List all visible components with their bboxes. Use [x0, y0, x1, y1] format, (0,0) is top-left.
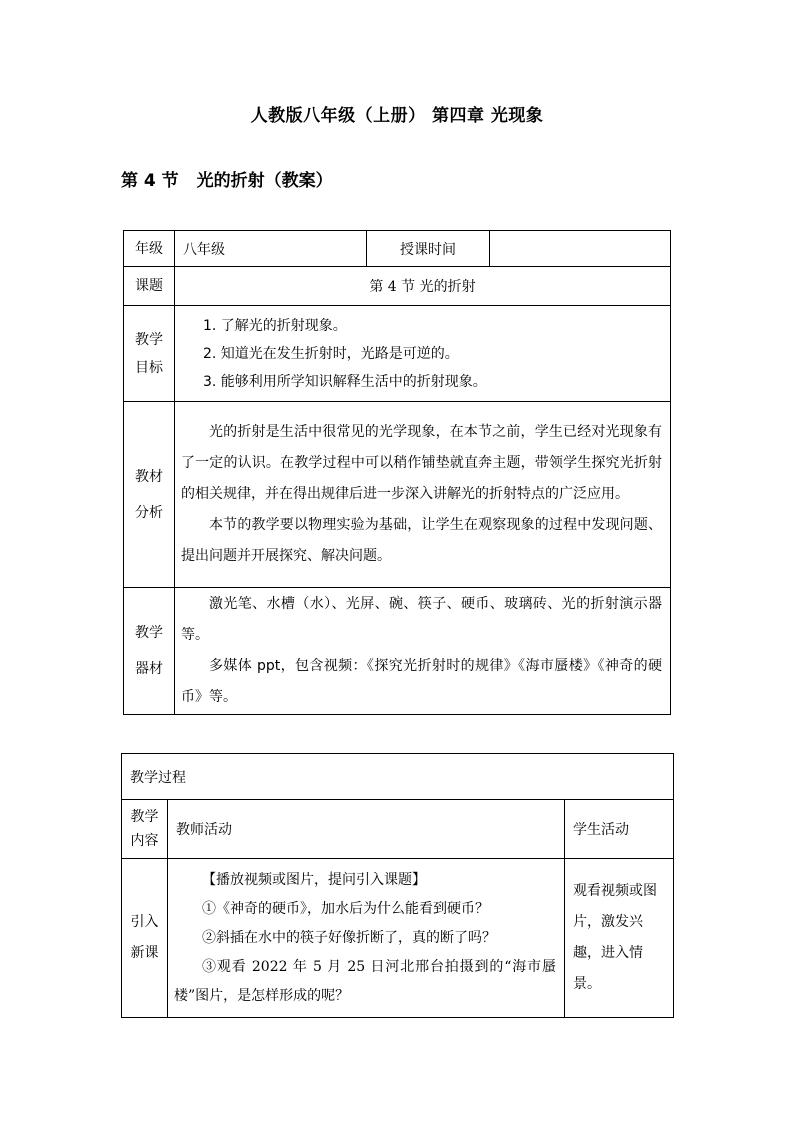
teacher-activity-line: ②斜插在水中的筷子好像折断了，真的断了吗？ — [202, 929, 496, 946]
content-header-line2: 内容 — [130, 833, 159, 849]
teacher-activity-line: 【播放视频或图片，提问引入课题】 — [202, 871, 426, 888]
equipment-content — [175, 588, 671, 715]
teacher-column-header: 教师活动 — [168, 800, 565, 859]
goal-item: 3. 能够利用所学知识解释生活中的折射现象。 — [203, 373, 487, 390]
goals-row — [124, 306, 671, 402]
analysis-content — [175, 402, 671, 588]
goal-item: 2. 知道光在发生折射时，光路是可逆的。 — [203, 345, 459, 362]
page-title: 人教版八年级（上册） 第四章 光现象 — [250, 106, 544, 126]
analysis-label — [124, 402, 175, 588]
equipment-paragraph: 激光笔、水槽（水）、光屏、碗、筷子、硬币、玻璃砖、光的折射演示器等。 — [181, 596, 662, 643]
goals-label-line1: 教学 — [135, 331, 163, 348]
teacher-activity — [168, 859, 565, 1018]
topic-label: 课题 — [124, 267, 175, 306]
topic-row — [124, 267, 671, 306]
goals-label-line2: 目标 — [135, 359, 163, 376]
equipment-paragraph: 多媒体 ppt，包含视频：《探究光折射时的规律》《海市蜃楼》《神奇的硬币》等。 — [181, 658, 662, 705]
section-title: 光的折射（教案） — [196, 171, 333, 191]
teacher-activity-line: ①《神奇的硬币》，加水后为什么能看到硬币？ — [202, 900, 489, 917]
goals-label — [124, 306, 175, 402]
process-columns-row — [122, 800, 674, 859]
equipment-label-line2: 器材 — [135, 661, 163, 677]
section-number: 第 4 节 — [121, 171, 179, 191]
class-time-label: 授课时间 — [367, 231, 490, 267]
teaching-process-table — [121, 753, 674, 1018]
content-column-header — [122, 800, 168, 859]
goals-content — [175, 306, 671, 402]
analysis-label-line1: 教材 — [135, 468, 163, 485]
process-header: 教学过程 — [122, 754, 674, 800]
goal-item: 1. 了解光的折射现象。 — [203, 317, 347, 334]
grade-row — [124, 231, 671, 267]
equipment-label — [124, 588, 175, 715]
process-header-row — [122, 754, 674, 800]
topic-value: 第 4 节 光的折射 — [175, 267, 671, 306]
grade-label: 年级 — [124, 231, 175, 267]
teacher-activity-line: ③观看 2022 年 5 月 25 日河北邢台拍摄到的“海市蜃楼”图片，是怎样形成的呢？ — [174, 958, 556, 1004]
grade-value: 八年级 — [175, 231, 367, 267]
content-header-line1: 教学 — [130, 809, 159, 825]
equipment-label-line1: 教学 — [135, 625, 163, 641]
intro-label-line1: 引入 — [130, 914, 159, 930]
analysis-label-line2: 分析 — [135, 504, 163, 521]
section-heading — [121, 166, 333, 191]
lesson-info-table — [123, 230, 671, 715]
intro-label — [122, 859, 168, 1018]
intro-label-line2: 新课 — [130, 945, 159, 961]
analysis-paragraph: 本节的教学要以物理实验为基础，让学生在观察现象的过程中发现问题、提出问题并开展探究、解决问题。 — [181, 517, 662, 564]
student-column-header: 学生活动 — [565, 800, 674, 859]
analysis-row — [124, 402, 671, 588]
student-activity: 观看视频或图片，激发兴趣，进入情景。 — [565, 859, 674, 1018]
intro-row — [122, 859, 674, 1018]
equipment-row — [124, 588, 671, 715]
analysis-paragraph: 光的折射是生活中很常见的光学现象，在本节之前，学生已经对光现象有了一定的认识。在教学过程中可以稍作铺垫就直奔主题，带领学生探究光折射的相关规律，并在得出规律后进一步深入讲解光的折射特点的广泛应用。 — [181, 424, 662, 502]
class-time-value — [490, 231, 671, 267]
